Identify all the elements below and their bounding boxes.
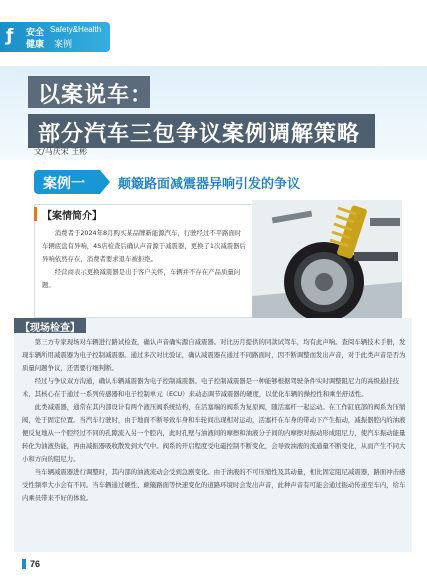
summary-text: [42, 227, 246, 292]
summary-accent-bar: [34, 207, 37, 221]
case-badge-arrow: [100, 170, 110, 194]
inspection-heading: 【现场检查】: [20, 323, 80, 334]
header-zh-health: 健康: [26, 40, 45, 50]
case-badge-label: 案例一: [43, 176, 85, 192]
case-title: 颠簸路面减震器异响引发的争议: [118, 177, 301, 192]
safety-mark-icon: ƒ: [6, 26, 14, 46]
summary-paragraph: 经营商表示更换减震器是出于客户关怀，车辆并不存在产品质量问题。: [42, 268, 241, 289]
summary-paragraph: 消费者于2024年8月购买某品牌新能源汽车，行驶经过不平路面时车辆底盘有异响，4S店检查后确认声音源于减震器，更换了1次减震器后异响依然存在，消费者要求退车被拒绝。: [42, 229, 246, 263]
header-zh-safety: 安全: [26, 28, 45, 38]
shock-absorber-photo: [252, 200, 402, 318]
header-en-label: Safety&Health: [50, 25, 102, 34]
author-byline: 文/马庆宋 王彬: [34, 147, 88, 156]
page-number: 76: [30, 559, 41, 569]
summary-heading: 【案情简介】: [42, 211, 102, 222]
inspection-text: [22, 336, 407, 505]
inspection-paragraph: 此类减震器，通常在其内部设计有两个液压阀系统结构，在活塞端的阀系为复原阀，随活塞杆一起运动。在工作缸底部的阀系为压缩阀，处于固定位置。当汽车行驶时，由于地面不断导致车身和车轮间出现相对运动，活塞杆在车身的带动下产生振动，减振器腔内的油液便反复地从一个腔经过不同的孔隙流入另一个腔内，此时孔壁与油液间的摩擦和油液分子间的内摩擦对振动形成阻尼力，使汽车振动能量转化为油液热能，再由减振器吸收散发到大气中。阀系的开启程度受电磁控制不断变化，会导致油液的流通量不断变化，从而产生不同大小和方向的阻尼力。: [22, 403, 406, 463]
title-line1: 以案说车：: [38, 83, 154, 108]
inspection-paragraph: 当车辆减震器进行调整时，其内部的油液流动会受到急剧变化。由于油液的不可压缩性及其动量，相比固定阻尼减震器，路面冲击感受性频率大小会有不同。当车辆通过硬性、颠簸路面等快速变化的道路环境时会发出声音，此种声音有可能会通过振动传递至车内，给车内乘员带来不好的体验。: [22, 468, 406, 502]
shock-absorber-illustration: [252, 200, 402, 318]
inspection-paragraph: 经过与争议双方沟通，确认车辆减震器为电子控制减震器。电子控制减震器是一种能够根据驾驶条件实时调整阻尼力的高级悬挂技术，其核心在于通过一系列传感器和电子控制单元（ECU）来动态调节减震器的硬度，以优化车辆的操控性和乘坐舒适性。: [22, 377, 400, 398]
inspection-paragraph: 第三方专家现场对车辆进行路试检查，确认声音确实源自减震器。对比历月提供的同款试驾车，均有此声响。查阅车辆技术手册，发现车辆所用减震器为电子控制减震器。通过多次对比验证，确认减震器在通过不同路面时，因不断调整而发出声音，对于此类声音是否为质量问题争议，还需要行细判断。: [22, 338, 406, 372]
page-number-marker: [22, 559, 26, 569]
header-section-name: 案例: [54, 40, 73, 50]
title-line2: 部分汽车三包争议案例调解策略: [38, 122, 361, 147]
